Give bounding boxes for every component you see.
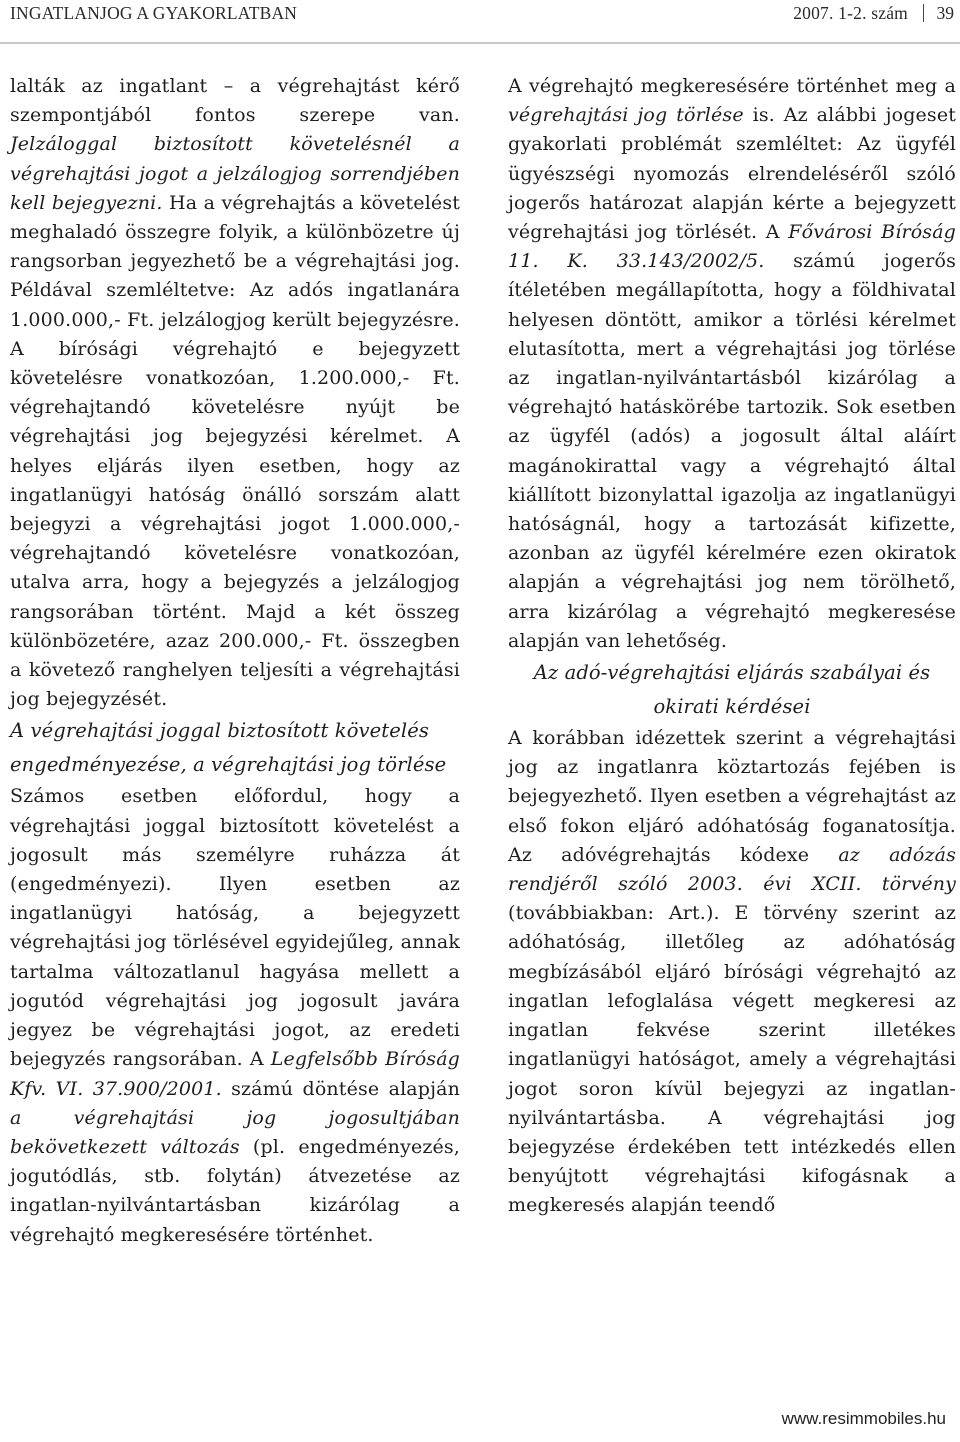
right-paragraph-1 [508, 72, 956, 656]
emphasized-text: Fővárosi Bíróság 11. K. 33.143/2002/5. [508, 221, 956, 273]
body-text: számú jogerős ítéletében megállapította, hogy a földhivatal helyesen döntött, amikor a törlési kérelmet elutasította, mert a végrehajtási jog törlése az ingatlan-nyilvántartásból kizárólag a végrehajtó hatáskörébe tartozik. Sok esetben az ügyfél (adós) a jogosult által aláírt magánokirattal vagy a végrehajtó által kiállított bizonylattal igazolja az ingatlanügyi hatóságnál, hogy a tartozását kifizette, azonban az ügyfél kérelmére ezen okiratok alapján a végrehajtási jog nem törölhető, arra kizárólag a végrehajtó megkeresése alapján van lehetőség. [508, 250, 956, 652]
body-text: lalták az ingatlant – a végrehajtást kérő szempontjából fontos szerepe van. [10, 75, 460, 127]
journal-title: INGATLANJOG A GYAKORLATBAN [10, 3, 298, 23]
page-number: 39 [936, 3, 954, 23]
body-text: A korábban idézettek szerint a végrehajtási jog az ingatlanra köztartozás fejében is bejegyezhető. Ilyen esetben a végrehajtást az első fokon eljáró adóhatóság foganatosítja. Az adóvégrehajtás kódexe [508, 727, 956, 866]
page-header [0, 0, 960, 44]
right-column [508, 72, 956, 1221]
body-text: is. Az alábbi jogeset gyakorlati problémát szemléltet: Az ügyfél ügyészségi nyomozás elrendeléséről szóló jogerős határozat alapján kérte a bejegyzett végrehajtási jog törlését. A [508, 104, 956, 244]
emphasized-text: végrehajtási jog törlése [508, 104, 744, 127]
body-text: A végrehajtó megkeresésére történhet meg a [508, 75, 956, 97]
body-text: Ha a végrehajtás a követelést meghaladó összegre folyik, a különbözetre új rangsorban jegyezhető be a végrehajtási jog. Példával szemléltetve: Az adós ingatlanára 1.000.000,- Ft. jelzálogjog került bejegyzésre. A bírósági végrehajtó e bejegyzett követelésre vonatkozóan, 1.200.000,- Ft. végrehajtandó követelésre nyújt be végrehajtási jog bejegyzési kérelmet. A helyes eljárás ilyen esetben, hogy az ingatlanügyi hatóság önálló sorszám alatt bejegyzi a végrehajtási jogot 1.000.000,- végrehajtandó követelésre vonatkozóan, utalva arra, hogy a bejegyzés a jelzálogjog rangsorában történt. Majd a két összeg különbözetére, azaz 200.000,- Ft. összegben a követező ranghelyen teljesíti a végrehajtási jog bejegyzését. [10, 191, 461, 711]
header-divider [923, 4, 924, 22]
left-paragraph-2 [10, 782, 460, 1249]
right-paragraph-2 [508, 724, 956, 1220]
left-paragraph-1 [10, 72, 460, 714]
emphasized-text: a végrehajtási jog jogosultjában bekövetkezett változás [10, 1106, 460, 1158]
left-section-heading: A végrehajtási joggal biztosított követelés engedményezése, a végrehajtási jog törlése [10, 719, 447, 777]
body-text: (pl. engedményezés, jogutódlás, stb. folytán) átvezetése az ingatlan-nyilvántartásban kizárólag a végrehajtó megkeresésére történhet. [10, 1135, 460, 1246]
body-text: számú döntése alapján [221, 1077, 460, 1100]
emphasized-text: az adózás rendjéről szóló 2003. évi XCII. törvény [508, 843, 956, 896]
issue-label: 2007. 1-2. szám [793, 3, 908, 23]
emphasized-text: Legfelsőbb Bíróság Kfv. VI. 37.900/2001. [10, 1048, 460, 1100]
emphasized-text: Jelzáloggal biztosított követelésnél a végrehajtási jogot a jelzálogjog sorrendjében kell bejegyezni. [10, 133, 460, 214]
body-text: (továbbiakban: Art.). E törvény szerint az adóhatóság, illetőleg az adóhatóság megbízásából eljáró bírósági végrehajtó az ingatlan lefoglalása végett megkeresi az ingatlan fekvése szerint illetékes ingatlanügyi hatóságot, amely a végrehajtási jogot soron kívül bejegyzi az ingatlan-nyilvántartásba. A végrehajtási jog bejegyzése érdekében tett intézkedés ellen benyújtott végrehajtási kifogásnak a megkeresés alapján teendő [508, 902, 956, 1217]
right-section-heading: Az adó-végrehajtási eljárás szabályai és okirati kérdései [533, 661, 931, 719]
body-text: Számos esetben előfordul, hogy a végrehajtási joggal biztosított követelést a jogosult más személyre ruházza át (engedményezi). Ilyen esetben az ingatlanügyi hatóság, a bejegyzett végrehajtási jog törlésével egyidejűleg, annak tartalma változatlanul hagyása mellett a jogutód végrehajtási jog jogosult javára jegyez be végrehajtási jogot, az eredeti bejegyzés rangsorában. A [10, 785, 460, 1071]
footer-website-link[interactable]: www.resimmobiles.hu [781, 1409, 946, 1428]
left-column [10, 72, 460, 1250]
